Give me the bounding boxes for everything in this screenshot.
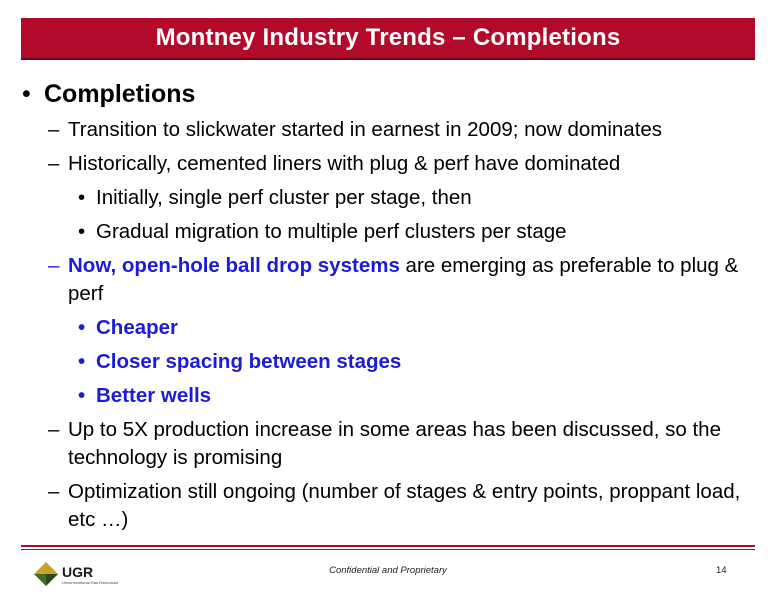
bullet-icon: • (78, 316, 86, 339)
dash-icon: – (48, 118, 60, 141)
dash-item-production-increase (22, 416, 752, 472)
sub-item-text: Better wells (96, 384, 212, 407)
slide-body (22, 74, 752, 534)
dash-item-slickwater (22, 116, 752, 144)
footer-divider-top (21, 545, 755, 547)
bullet-icon: • (78, 186, 86, 209)
bullet-icon: • (78, 384, 86, 407)
sub-item-text: Cheaper (96, 316, 179, 339)
sub-item-multiple-clusters (22, 218, 752, 246)
bullet-completions (22, 78, 752, 110)
bullet-icon: • (78, 350, 86, 373)
sub-item-text: Gradual migration to multiple perf clusters per stage (96, 220, 567, 243)
bullet-icon: • (78, 220, 86, 243)
slide-title: Montney Industry Trends – Completions (155, 24, 621, 51)
dash-item-text: Historically, cemented liners with plug & perf have dominated (68, 152, 621, 175)
dash-item-cemented-liners (22, 150, 752, 178)
footer-divider-bottom (21, 549, 755, 550)
dash-item-text: Up to 5X production increase in some areas has been discussed, so the technology is promising (68, 418, 721, 469)
dash-item-text: Transition to slickwater started in earnest in 2009; now dominates (68, 118, 663, 141)
sub-item-cheaper (22, 314, 752, 342)
dash-item-highlight: Now, open-hole ball drop systems (68, 254, 400, 277)
sub-item-closer-spacing (22, 348, 752, 376)
dash-icon: – (48, 480, 60, 503)
slide-title-bar (21, 18, 755, 60)
bullet-icon: • (22, 80, 31, 108)
sub-item-text: Initially, single perf cluster per stage, then (96, 186, 472, 209)
logo-text: UGR (62, 564, 94, 580)
bullet-heading: Completions (44, 80, 196, 108)
dash-item-optimization (22, 478, 752, 534)
page-number: 14 (716, 565, 727, 576)
dash-icon: – (48, 152, 60, 175)
dash-item-text: are emerging as preferable to plug & perf (68, 254, 739, 305)
logo-subtext: Unconventional Gas Resources (62, 580, 119, 585)
dash-icon: – (48, 254, 60, 277)
dash-icon: – (48, 418, 60, 441)
sub-item-single-cluster (22, 184, 752, 212)
sub-item-text: Closer spacing between stages (96, 350, 402, 373)
confidential-notice: Confidential and Proprietary (329, 565, 447, 576)
dash-item-ball-drop (22, 252, 752, 308)
sub-item-better-wells (22, 382, 752, 410)
dash-item-text: Optimization still ongoing (number of stages & entry points, proppant load, etc …) (68, 480, 741, 531)
